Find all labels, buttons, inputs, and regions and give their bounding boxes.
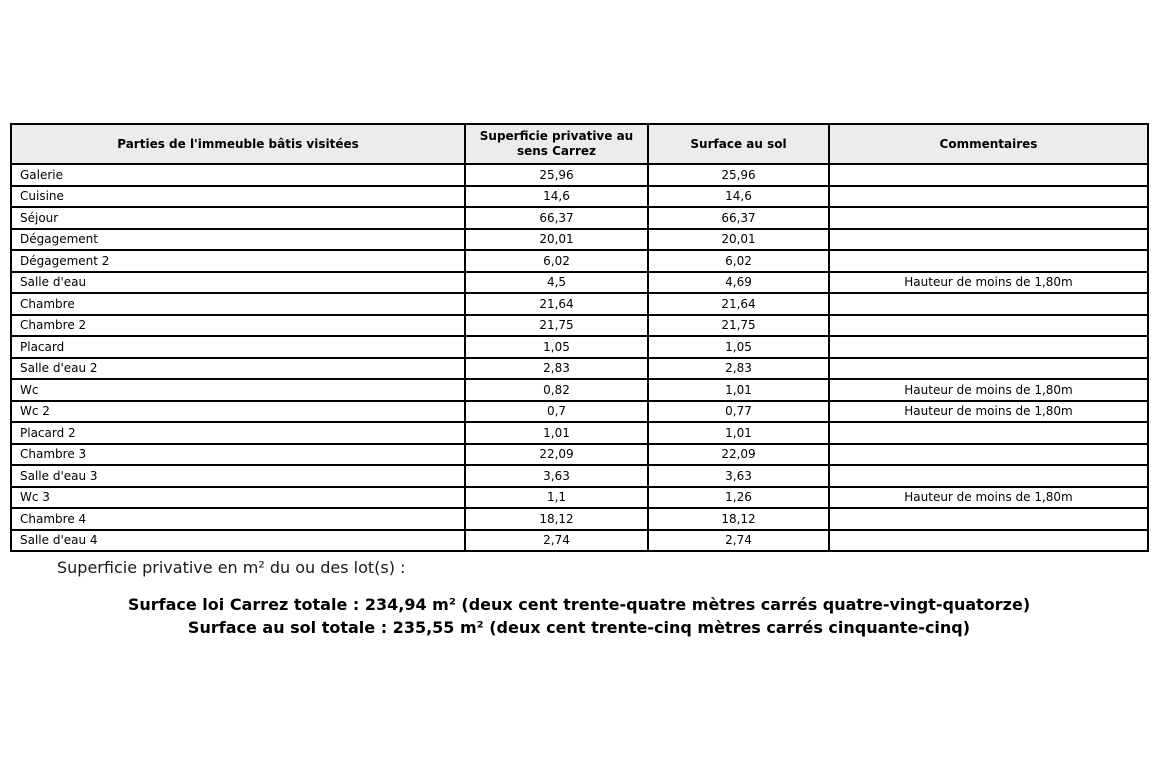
room-name-cell: Chambre xyxy=(11,293,465,315)
total-carrez-line: Surface loi Carrez totale : 234,94 m² (deux cent trente-quatre mètres carrés quatre-vingt-quatorze) xyxy=(127,595,1031,614)
sol-value-cell: 0,77 xyxy=(648,401,829,423)
comment-cell xyxy=(829,229,1148,251)
sol-value-cell: 1,26 xyxy=(648,487,829,509)
sol-value-cell: 3,63 xyxy=(648,465,829,487)
table-row xyxy=(11,487,1148,509)
room-name-cell: Wc 3 xyxy=(11,487,465,509)
superficie-intro-text: Superficie privative en m² du ou des lot(s) : xyxy=(57,558,406,577)
comment-cell: Hauteur de moins de 1,80m xyxy=(829,379,1148,401)
table-row xyxy=(11,530,1148,552)
room-name-cell: Salle d'eau xyxy=(11,272,465,294)
comment-cell xyxy=(829,465,1148,487)
carrez-value-cell: 2,83 xyxy=(465,358,648,380)
room-name-cell: Placard 2 xyxy=(11,422,465,444)
sol-value-cell: 14,6 xyxy=(648,186,829,208)
room-name-cell: Cuisine xyxy=(11,186,465,208)
comment-cell xyxy=(829,315,1148,337)
sol-value-cell: 2,74 xyxy=(648,530,829,552)
carrez-value-cell: 20,01 xyxy=(465,229,648,251)
comment-cell xyxy=(829,250,1148,272)
carrez-value-cell: 25,96 xyxy=(465,164,648,186)
carrez-value-cell: 66,37 xyxy=(465,207,648,229)
room-name-cell: Salle d'eau 3 xyxy=(11,465,465,487)
table-row xyxy=(11,186,1148,208)
carrez-value-cell: 0,82 xyxy=(465,379,648,401)
table-row xyxy=(11,422,1148,444)
table-row xyxy=(11,315,1148,337)
table-row xyxy=(11,465,1148,487)
carrez-value-cell: 3,63 xyxy=(465,465,648,487)
sol-value-cell: 22,09 xyxy=(648,444,829,466)
comment-cell xyxy=(829,508,1148,530)
carrez-value-cell: 1,01 xyxy=(465,422,648,444)
comment-cell: Hauteur de moins de 1,80m xyxy=(829,401,1148,423)
room-name-cell: Placard xyxy=(11,336,465,358)
room-name-cell: Galerie xyxy=(11,164,465,186)
comment-cell xyxy=(829,207,1148,229)
carrez-value-cell: 21,64 xyxy=(465,293,648,315)
sol-value-cell: 1,01 xyxy=(648,422,829,444)
carrez-value-cell: 0,7 xyxy=(465,401,648,423)
carrez-value-cell: 22,09 xyxy=(465,444,648,466)
table-row xyxy=(11,272,1148,294)
comment-cell xyxy=(829,422,1148,444)
total-sol-line: Surface au sol totale : 235,55 m² (deux cent trente-cinq mètres carrés cinquante-cinq) xyxy=(187,618,971,637)
comment-cell: Hauteur de moins de 1,80m xyxy=(829,272,1148,294)
room-name-cell: Salle d'eau 2 xyxy=(11,358,465,380)
room-name-cell: Séjour xyxy=(11,207,465,229)
comment-cell: Hauteur de moins de 1,80m xyxy=(829,487,1148,509)
table-row xyxy=(11,444,1148,466)
room-name-cell: Wc 2 xyxy=(11,401,465,423)
table-row xyxy=(11,508,1148,530)
sol-value-cell: 25,96 xyxy=(648,164,829,186)
carrez-value-cell: 21,75 xyxy=(465,315,648,337)
table-row xyxy=(11,379,1148,401)
comment-cell xyxy=(829,336,1148,358)
room-name-cell: Chambre 3 xyxy=(11,444,465,466)
comment-cell xyxy=(829,358,1148,380)
col-header-sol: Surface au sol xyxy=(648,124,829,164)
room-name-cell: Chambre 4 xyxy=(11,508,465,530)
carrez-value-cell: 1,05 xyxy=(465,336,648,358)
comment-cell xyxy=(829,530,1148,552)
sol-value-cell: 21,75 xyxy=(648,315,829,337)
totals-block xyxy=(0,593,1158,639)
carrez-value-cell: 6,02 xyxy=(465,250,648,272)
room-name-cell: Dégagement 2 xyxy=(11,250,465,272)
table-header-row xyxy=(11,124,1148,164)
sol-value-cell: 21,64 xyxy=(648,293,829,315)
carrez-value-cell: 18,12 xyxy=(465,508,648,530)
col-header-parties: Parties de l'immeuble bâtis visitées xyxy=(11,124,465,164)
carrez-value-cell: 4,5 xyxy=(465,272,648,294)
carrez-value-cell: 14,6 xyxy=(465,186,648,208)
comment-cell xyxy=(829,444,1148,466)
table-row xyxy=(11,207,1148,229)
sol-value-cell: 1,05 xyxy=(648,336,829,358)
comment-cell xyxy=(829,293,1148,315)
room-name-cell: Salle d'eau 4 xyxy=(11,530,465,552)
table-row xyxy=(11,164,1148,186)
col-header-carrez: Superficie privative au sens Carrez xyxy=(465,124,648,164)
sol-value-cell: 6,02 xyxy=(648,250,829,272)
room-name-cell: Wc xyxy=(11,379,465,401)
table-row xyxy=(11,358,1148,380)
sol-value-cell: 20,01 xyxy=(648,229,829,251)
col-header-commentaires: Commentaires xyxy=(829,124,1148,164)
carrez-value-cell: 2,74 xyxy=(465,530,648,552)
comment-cell xyxy=(829,164,1148,186)
table-row xyxy=(11,401,1148,423)
sol-value-cell: 1,01 xyxy=(648,379,829,401)
room-name-cell: Chambre 2 xyxy=(11,315,465,337)
sol-value-cell: 18,12 xyxy=(648,508,829,530)
sol-value-cell: 66,37 xyxy=(648,207,829,229)
table-row xyxy=(11,229,1148,251)
comment-cell xyxy=(829,186,1148,208)
sol-value-cell: 4,69 xyxy=(648,272,829,294)
table-row xyxy=(11,250,1148,272)
table-row xyxy=(11,336,1148,358)
room-name-cell: Dégagement xyxy=(11,229,465,251)
sol-value-cell: 2,83 xyxy=(648,358,829,380)
surface-measurement-table xyxy=(10,123,1149,552)
table-row xyxy=(11,293,1148,315)
carrez-value-cell: 1,1 xyxy=(465,487,648,509)
